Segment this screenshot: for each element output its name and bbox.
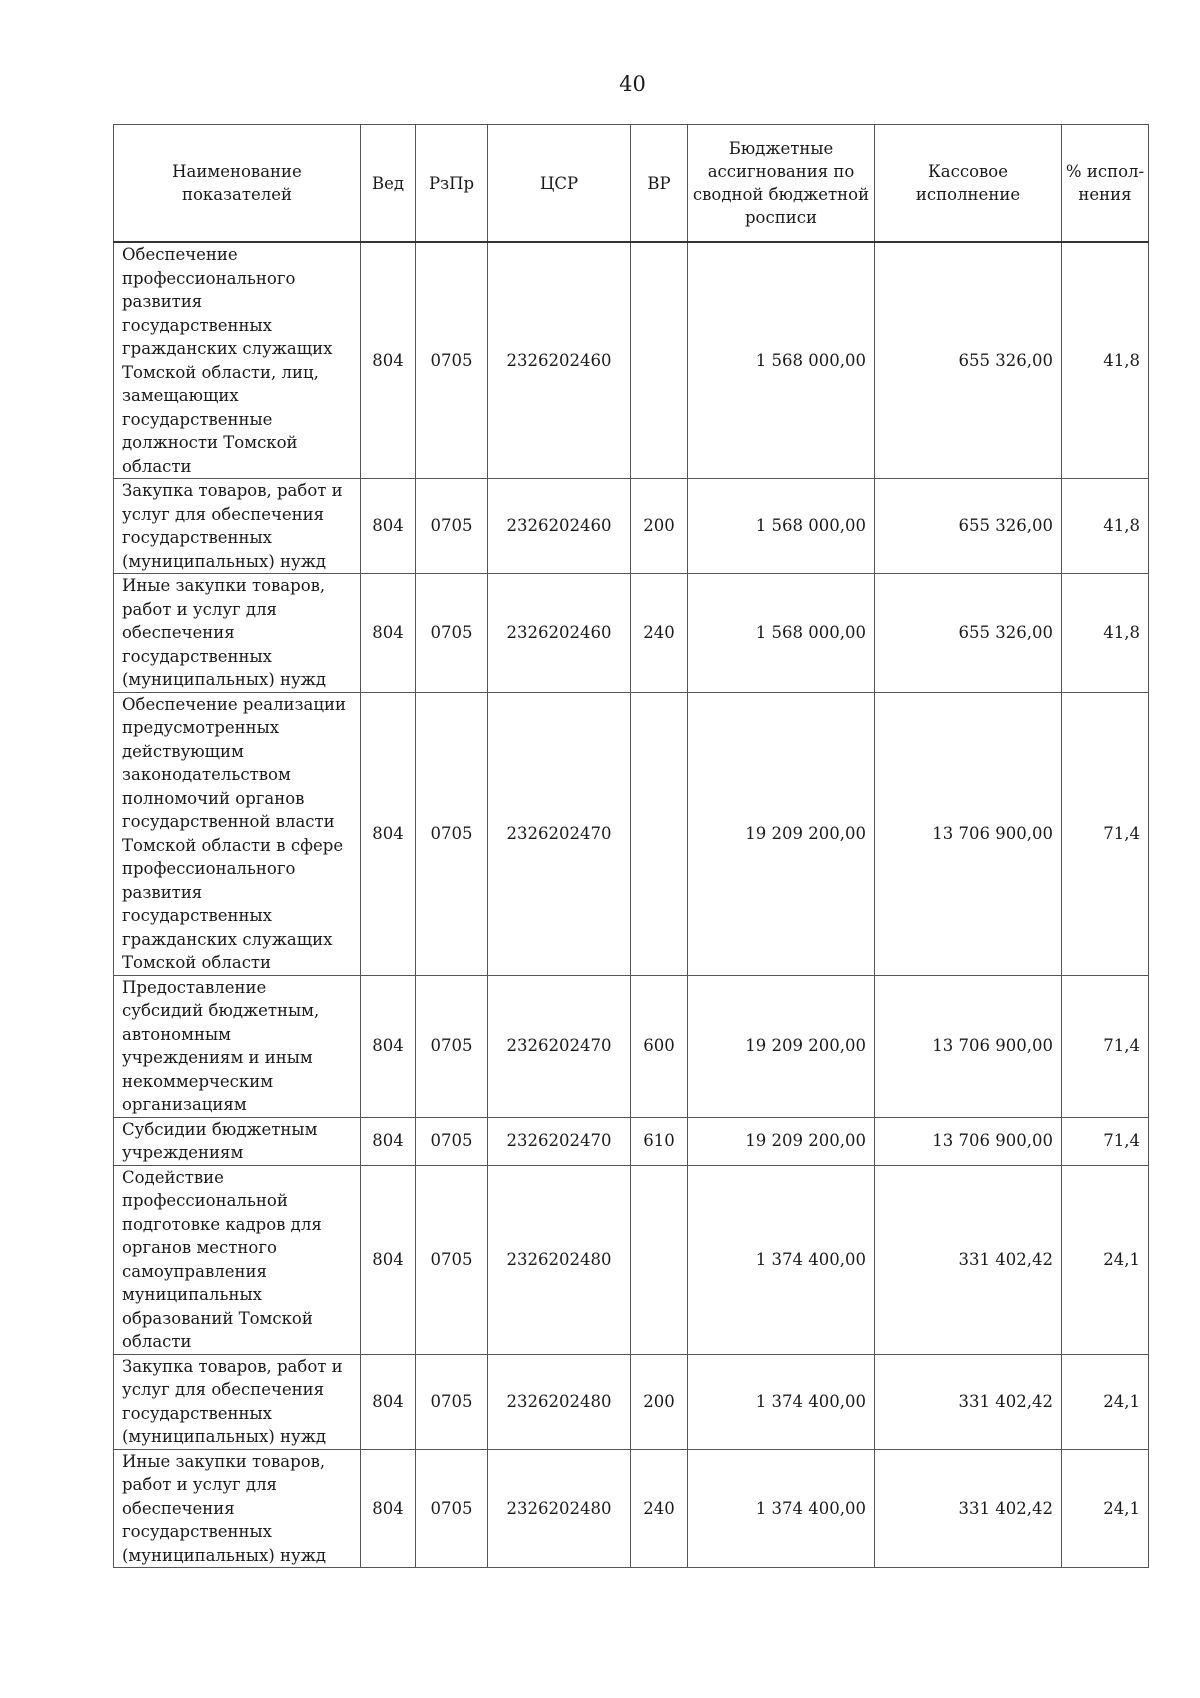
cell-vr: 240	[631, 1449, 688, 1568]
cell-ved: 804	[361, 479, 416, 574]
header-csr: ЦСР	[488, 125, 631, 243]
cell-rzpr: 0705	[416, 574, 488, 693]
table-row	[114, 1354, 1149, 1449]
table-row	[114, 975, 1149, 1117]
cell-vr: 200	[631, 479, 688, 574]
cell-plan: 1 374 400,00	[688, 1165, 875, 1354]
cell-fact: 13 706 900,00	[875, 692, 1062, 975]
page-number: 40	[619, 72, 646, 96]
cell-vr: 610	[631, 1117, 688, 1165]
cell-ved: 804	[361, 975, 416, 1117]
cell-rzpr: 0705	[416, 1449, 488, 1568]
cell-csr: 2326202470	[488, 692, 631, 975]
header-fact: Кассовое исполнение	[875, 125, 1062, 243]
table-header-row	[114, 125, 1149, 243]
header-rzpr: РзПр	[416, 125, 488, 243]
cell-plan: 1 568 000,00	[688, 242, 875, 479]
header-pct: % испол-нения	[1062, 125, 1149, 243]
cell-fact: 13 706 900,00	[875, 975, 1062, 1117]
budget-execution-table	[113, 124, 1149, 1568]
cell-rzpr: 0705	[416, 1165, 488, 1354]
cell-csr: 2326202460	[488, 242, 631, 479]
cell-name: Содействие профессиональной подготовке кадров для органов местного самоуправления муниципальных образований Томской области	[114, 1165, 361, 1354]
cell-vr	[631, 242, 688, 479]
cell-ved: 804	[361, 1165, 416, 1354]
header-vr: ВР	[631, 125, 688, 243]
cell-vr	[631, 692, 688, 975]
cell-plan: 1 568 000,00	[688, 574, 875, 693]
cell-rzpr: 0705	[416, 1117, 488, 1165]
header-name: Наименование показателей	[114, 125, 361, 243]
cell-csr: 2326202470	[488, 1117, 631, 1165]
cell-ved: 804	[361, 692, 416, 975]
cell-name: Закупка товаров, работ и услуг для обеспечения государственных (муниципальных) нужд	[114, 479, 361, 574]
cell-rzpr: 0705	[416, 692, 488, 975]
cell-name: Иные закупки товаров, работ и услуг для обеспечения государственных (муниципальных) нужд	[114, 1449, 361, 1568]
cell-fact: 13 706 900,00	[875, 1117, 1062, 1165]
cell-ved: 804	[361, 1117, 416, 1165]
cell-name: Предоставление субсидий бюджетным, автономным учреждениям и иным некоммерческим организациям	[114, 975, 361, 1117]
table-row	[114, 242, 1149, 479]
cell-plan: 19 209 200,00	[688, 692, 875, 975]
cell-pct: 24,1	[1062, 1165, 1149, 1354]
cell-vr: 200	[631, 1354, 688, 1449]
cell-pct: 41,8	[1062, 479, 1149, 574]
cell-ved: 804	[361, 242, 416, 479]
table-row	[114, 574, 1149, 693]
cell-fact: 655 326,00	[875, 479, 1062, 574]
table-row	[114, 1449, 1149, 1568]
cell-fact: 655 326,00	[875, 242, 1062, 479]
table-row	[114, 479, 1149, 574]
cell-csr: 2326202480	[488, 1165, 631, 1354]
cell-pct: 24,1	[1062, 1449, 1149, 1568]
cell-plan: 1 374 400,00	[688, 1354, 875, 1449]
header-ved: Вед	[361, 125, 416, 243]
cell-pct: 41,8	[1062, 574, 1149, 693]
cell-name: Обеспечение профессионального развития государственных гражданских служащих Томской области, лиц, замещающих государственные должности Томской области	[114, 242, 361, 479]
header-plan: Бюджетные ассигнования по сводной бюджетной росписи	[688, 125, 875, 243]
cell-csr: 2326202480	[488, 1354, 631, 1449]
table-row	[114, 692, 1149, 975]
cell-fact: 331 402,42	[875, 1165, 1062, 1354]
cell-rzpr: 0705	[416, 479, 488, 574]
cell-plan: 1 374 400,00	[688, 1449, 875, 1568]
cell-vr: 240	[631, 574, 688, 693]
cell-vr	[631, 1165, 688, 1354]
cell-pct: 71,4	[1062, 975, 1149, 1117]
cell-plan: 19 209 200,00	[688, 975, 875, 1117]
cell-rzpr: 0705	[416, 975, 488, 1117]
cell-name: Обеспечение реализации предусмотренных действующим законодательством полномочий органов государственной власти Томской области в сфере профессионального развития государственных гражданских служащих Томской области	[114, 692, 361, 975]
table-row	[114, 1117, 1149, 1165]
cell-csr: 2326202460	[488, 479, 631, 574]
cell-rzpr: 0705	[416, 1354, 488, 1449]
cell-pct: 71,4	[1062, 692, 1149, 975]
cell-plan: 1 568 000,00	[688, 479, 875, 574]
cell-csr: 2326202480	[488, 1449, 631, 1568]
cell-csr: 2326202460	[488, 574, 631, 693]
cell-ved: 804	[361, 1449, 416, 1568]
cell-vr: 600	[631, 975, 688, 1117]
cell-name: Закупка товаров, работ и услуг для обеспечения государственных (муниципальных) нужд	[114, 1354, 361, 1449]
cell-csr: 2326202470	[488, 975, 631, 1117]
cell-fact: 331 402,42	[875, 1354, 1062, 1449]
cell-fact: 655 326,00	[875, 574, 1062, 693]
table-row	[114, 1165, 1149, 1354]
cell-name: Иные закупки товаров, работ и услуг для обеспечения государственных (муниципальных) нужд	[114, 574, 361, 693]
cell-rzpr: 0705	[416, 242, 488, 479]
cell-ved: 804	[361, 1354, 416, 1449]
cell-ved: 804	[361, 574, 416, 693]
cell-fact: 331 402,42	[875, 1449, 1062, 1568]
cell-pct: 24,1	[1062, 1354, 1149, 1449]
cell-pct: 41,8	[1062, 242, 1149, 479]
cell-name: Субсидии бюджетным учреждениям	[114, 1117, 361, 1165]
cell-plan: 19 209 200,00	[688, 1117, 875, 1165]
cell-pct: 71,4	[1062, 1117, 1149, 1165]
